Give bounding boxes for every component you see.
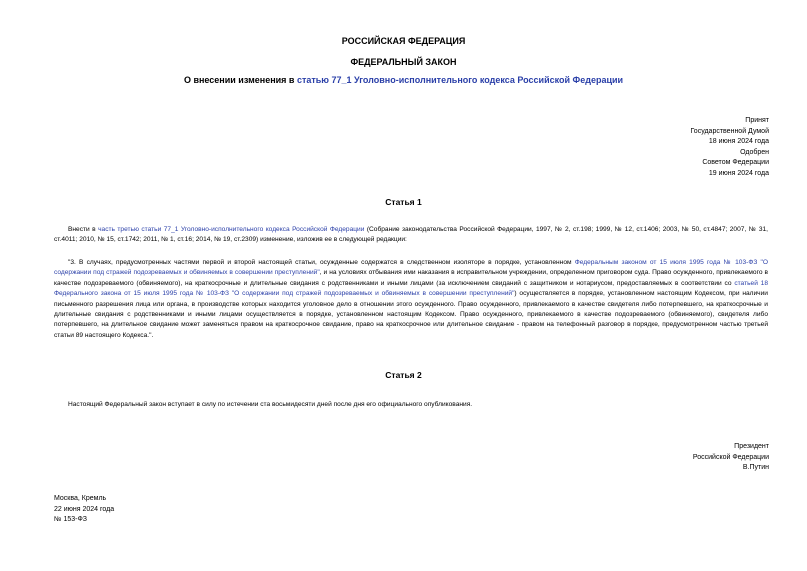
accepted-date: 18 июня 2024 года — [708, 138, 769, 145]
adoption-block — [690, 116, 769, 179]
article1-heading: Статья 1 — [385, 197, 422, 207]
article2-heading: Статья 2 — [385, 370, 422, 380]
footer-block — [54, 494, 114, 526]
article1-p2-text-c: ) осуществляется в порядке, установленном настоящим Кодексом, при наличии письменного разрешения лица или органа, в производстве которых находится уголовное дело в отношении этого осужденного. Право осужденного, привлекаемого в качестве свидетеля либо потерпевшего, на краткосрочные и длительные свидания с родственниками и иными лицами осуществляется в порядке, установленном настоящим Кодексом. Право осужденного, привлекаемого в качестве подозреваемого (обвиняемого), свидетеля либо потерпевшего, на длительное свидание может заменяться правом на краткосрочное свидание, право на краткосрочное или длительное свидание - правом на телефонный разговор в порядке, предусмотренном частью третьей статьи 89 настоящего Кодекса.". — [54, 290, 768, 339]
signature-name: В.Путин — [742, 464, 769, 471]
article1-paragraph1 — [54, 225, 768, 246]
law-type-heading: ФЕДЕРАЛЬНЫЙ ЗАКОН — [350, 57, 457, 67]
approved-label: Одобрен — [740, 148, 769, 156]
article2-paragraph1: Настоящий Федеральный закон вступает в силу по истечении ста восьмидесяти дней после дня его официального опубликования. — [68, 401, 473, 408]
accepted-by: Государственной Думой — [690, 127, 769, 135]
law-title-prefix: О внесении изменения в — [183, 75, 297, 85]
article1-p1-text-b: (Собрание законодательства Российской Федерации, 1997, № 2, ст.198; 1999, № 12, ст.1406; 2003, № 50, ст.4847; 2007, № 31, ст.4011; 2010, № 15, ст.1742; 2011, № 1, ст.16; 2014, № 19, ст.2309) изменение, изложив ее в следующей редакции: — [54, 226, 769, 244]
article1-p2-link1[interactable]: Федеральным законом от 15 июля 1995 года № 103-ФЗ "О содержании под стражей подозреваемых и обвиняемых в совершении преступлений" — [54, 259, 768, 277]
footer-date: 22 июня 2024 года — [54, 505, 115, 513]
footer-number: № 153-ФЗ — [54, 516, 88, 523]
approved-date: 19 июня 2024 года — [708, 169, 769, 177]
law-title-link[interactable]: статью 77_1 Уголовно-исполнительного кодекса Российской Федерации — [296, 75, 624, 85]
signature-block — [693, 442, 769, 474]
article1-p2-link2[interactable]: статьей 18 Федерального закона от 15 июля 1995 года № 103-ФЗ "О содержании под стражей подозреваемых и обвиняемых в совершении преступлений" — [54, 279, 768, 298]
footer-place: Москва, Кремль — [54, 495, 107, 502]
signature-title1: Президент — [734, 443, 769, 450]
article1-paragraph2 — [54, 258, 768, 341]
signature-title2: Российской Федерации — [692, 453, 769, 461]
article1-p2-text-a: "3. В случаях, предусмотренных частями первой и второй настоящей статьи, осужденные содержатся в следственном изоляторе в порядке, установленном — [68, 259, 575, 266]
accepted-label: Принят — [745, 117, 769, 124]
article1-p1-link[interactable]: часть третью статьи 77_1 Уголовно-исполнительного кодекса Российской Федерации — [98, 226, 365, 233]
law-title — [0, 75, 807, 85]
article1-p2-text-b: , и на условиях отбывания ими наказания в исправительном учреждении, определенном приговором суда. Право осужденного, привлекаемого в качестве подозреваемого (обвиняемого), на краткосрочные и длительные свидания с родственниками и иными лицами (за исключением свиданий с защитником и нотариусом, предоставляемых в соответствии со — [54, 269, 768, 287]
country-heading: РОССИЙСКАЯ ФЕДЕРАЦИЯ — [341, 36, 466, 46]
article1-p1-text-a: Внести в — [68, 226, 99, 233]
approved-by: Советом Федерации — [702, 159, 769, 166]
